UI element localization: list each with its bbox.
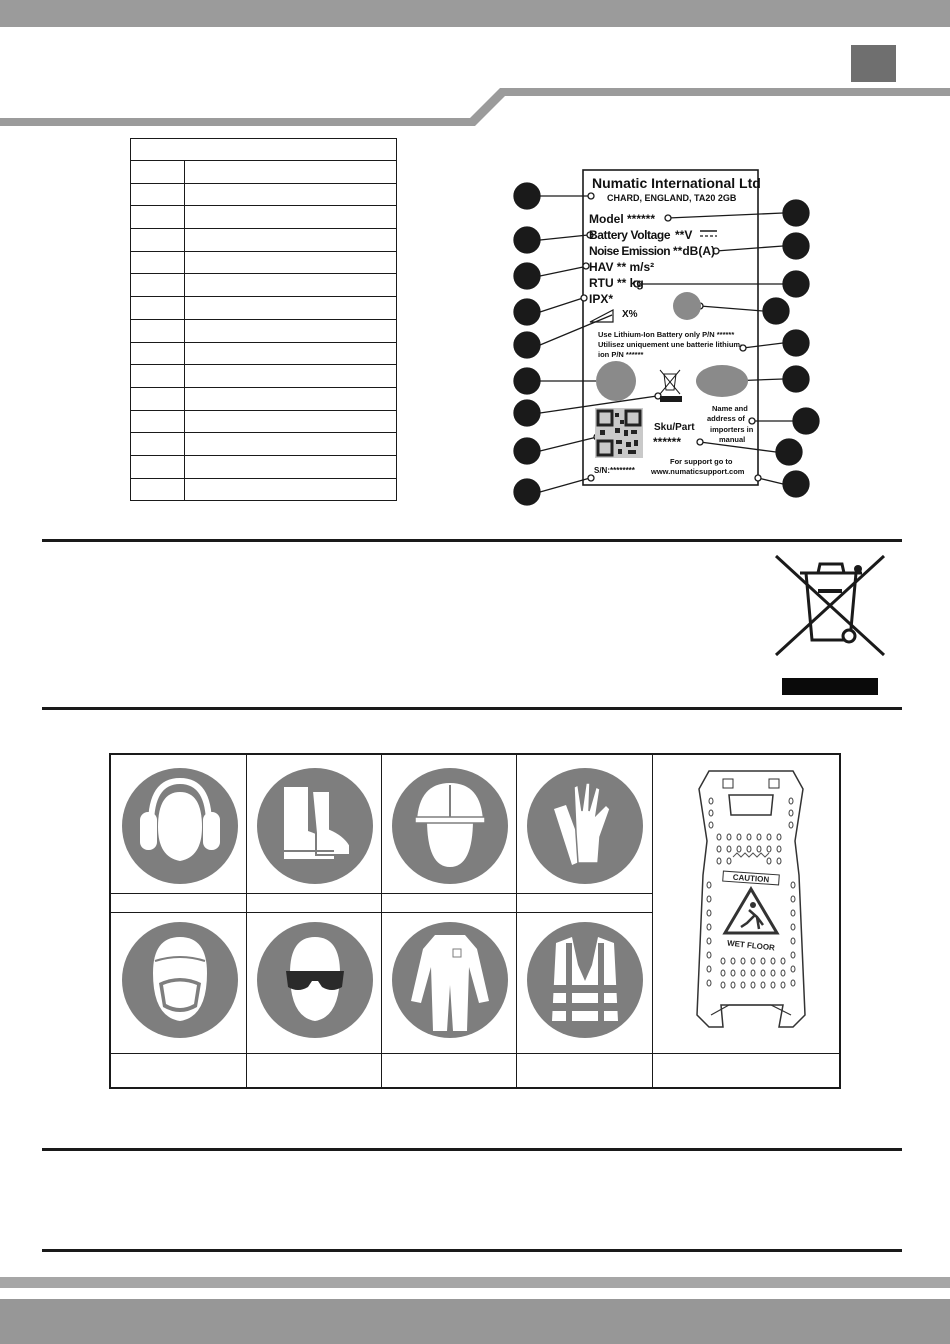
label-voltage-value: **V	[675, 228, 693, 242]
label-noise-emission: Noise Emission	[589, 244, 670, 258]
table-row	[131, 365, 397, 388]
label-sku: Sku/Part	[654, 422, 695, 433]
wet-floor-caution-text: CAUTION	[732, 872, 770, 885]
hard-hat-icon	[391, 767, 509, 885]
section-divider	[42, 707, 902, 710]
label-battery-voltage: Battery Voltage	[589, 228, 671, 242]
label-battery-notice-2: Utilisez uniquement une batterie lithium-	[598, 340, 743, 349]
safety-boots-icon	[256, 767, 374, 885]
qr-code-icon	[595, 408, 643, 458]
table-row	[131, 478, 397, 501]
ppe-grid	[109, 753, 841, 1089]
weee-bin-icon	[770, 552, 890, 697]
hi-vis-vest-icon	[526, 921, 644, 1039]
gloves-icon	[526, 767, 644, 885]
label-support-2: www.numaticsupport.com	[651, 467, 745, 476]
footer-band	[0, 1299, 950, 1344]
table-row	[131, 274, 397, 297]
key-table	[130, 138, 397, 501]
label-importers-4: manual	[719, 435, 746, 444]
table-row	[131, 229, 397, 252]
table-row	[131, 455, 397, 478]
label-ipx: IPX*	[589, 292, 614, 306]
header-tab-shape	[0, 80, 950, 130]
label-battery-notice-3: ion P/N ******	[598, 350, 644, 359]
dust-mask-icon	[121, 921, 239, 1039]
wet-floor-sign-icon	[671, 765, 831, 1045]
label-support-1: For support go to	[670, 457, 733, 466]
table-row	[131, 251, 397, 274]
page-number-box	[851, 45, 896, 82]
label-battery-notice-1: Use Lithium-Ion Battery only P/N ******	[598, 330, 735, 339]
label-model: Model ******	[589, 212, 656, 226]
table-row	[131, 183, 397, 206]
label-importers-2: address of	[707, 414, 745, 423]
table-row	[131, 342, 397, 365]
wet-floor-text: WET FLOOR	[726, 938, 776, 953]
table-row	[131, 206, 397, 229]
top-band	[0, 0, 950, 27]
section-divider	[42, 539, 902, 542]
label-hav: HAV ** m/s²	[589, 260, 655, 274]
label-company: Numatic International Ltd	[592, 175, 761, 191]
footer-band-light	[0, 1277, 950, 1288]
label-serial: S/N:********	[594, 466, 635, 475]
key-table-header	[131, 139, 397, 161]
section-divider	[42, 1249, 902, 1252]
section-divider	[42, 1148, 902, 1151]
label-noise-value: **dB(A)	[673, 244, 715, 258]
table-row	[131, 161, 397, 184]
ear-protection-icon	[121, 767, 239, 885]
table-row	[131, 433, 397, 456]
label-rtu: RTU ** kg	[589, 276, 644, 290]
label-address: CHARD, ENGLAND, TA20 2GB	[607, 193, 737, 203]
overalls-icon	[391, 921, 509, 1039]
label-sku-value: ******	[653, 435, 682, 449]
label-importers-3: importers in	[710, 425, 754, 434]
label-slope: X%	[622, 309, 638, 320]
table-row	[131, 387, 397, 410]
label-importers-1: Name and	[712, 404, 748, 413]
safety-glasses-icon	[256, 921, 374, 1039]
table-row	[131, 410, 397, 433]
table-row	[131, 297, 397, 320]
table-row	[131, 319, 397, 342]
